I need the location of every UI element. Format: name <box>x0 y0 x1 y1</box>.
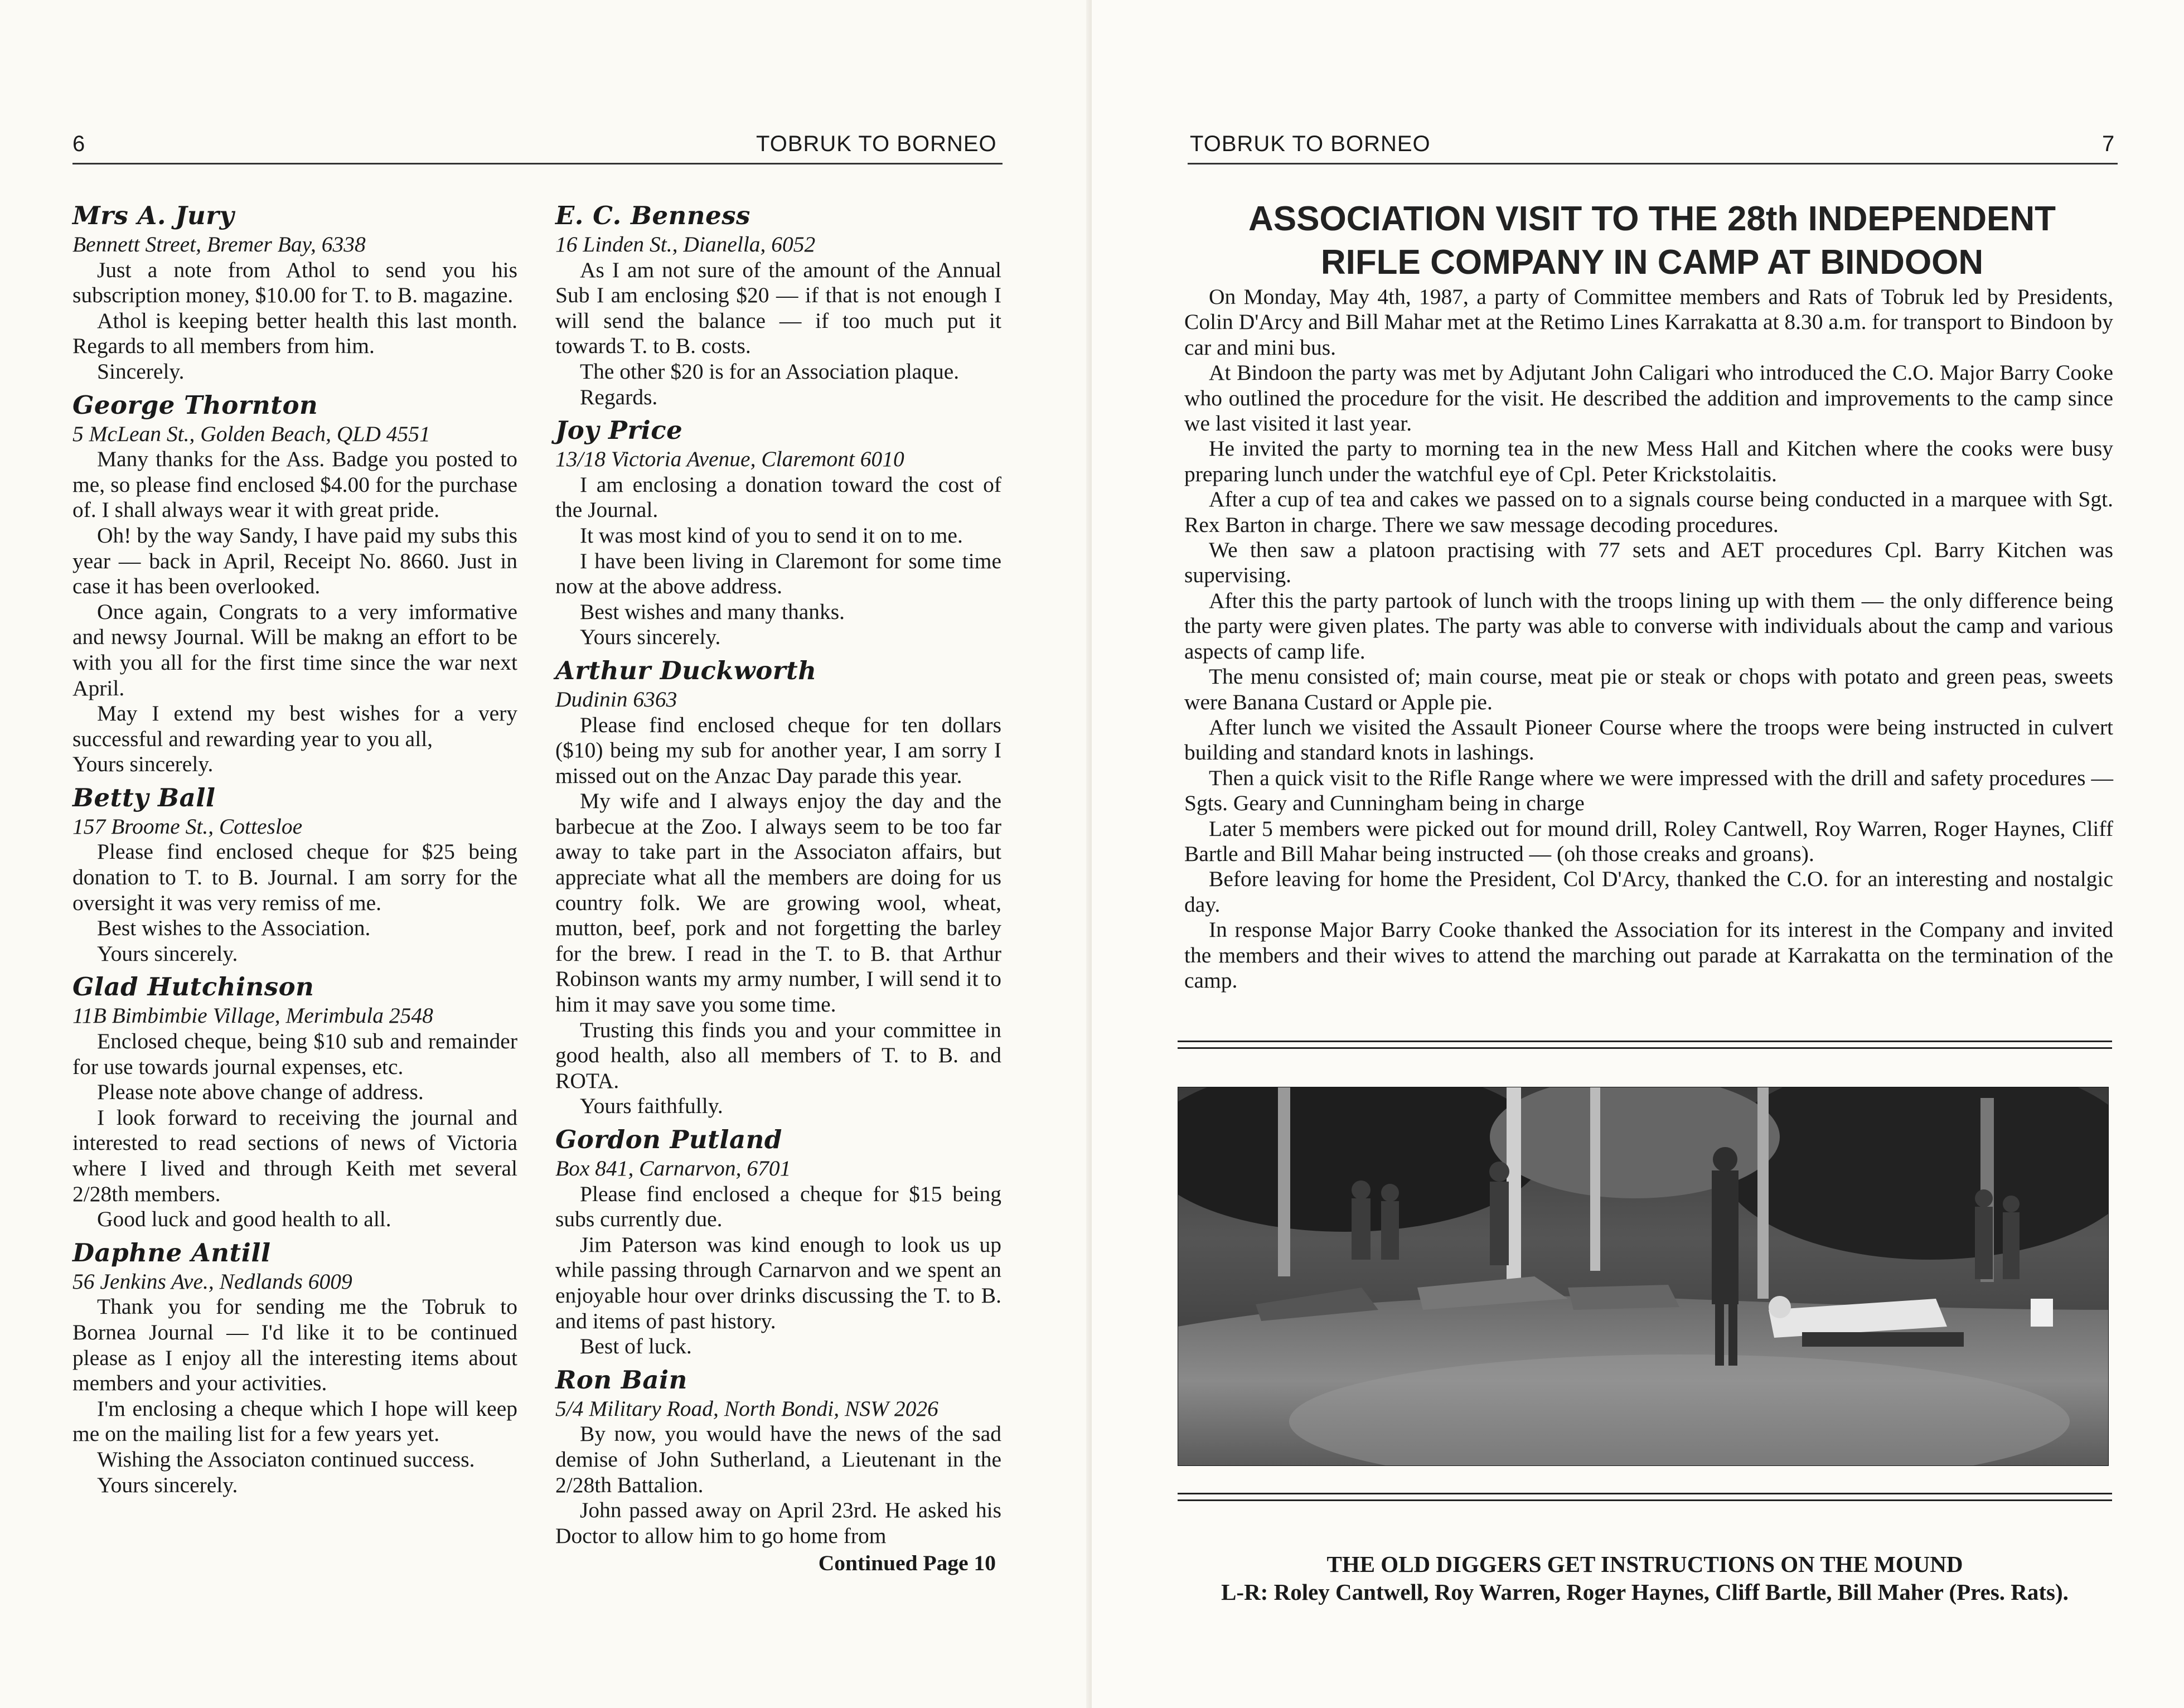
letter-paragraph: Best wishes to the Association. <box>97 916 371 941</box>
letter-paragraph: Thank you for sending me the Tobruk to Bornea Journal — I'd like it to be continued please as I enjoy all the interesting items about members and your activities. <box>72 1294 517 1396</box>
letter-paragraph: I'm enclosing a cheque which I hope will keep me on the mailing list for a few years yet. <box>72 1396 517 1446</box>
letter-paragraph: Trusting this finds you and your committee in good health, also all members of T. to B. and ROTA. <box>555 1017 1001 1093</box>
letter <box>555 1364 1001 1549</box>
letter-paragraph: Please find enclosed a cheque for $15 being subs currently due. <box>555 1181 1001 1232</box>
letter-address: 11B Bimbimbie Village, Merimbula 2548 <box>72 1003 433 1028</box>
article-paragraph: The menu consisted of; main course, meat pie or steak or chops with potato and green peas, sweets were Banana Custard or Apple pie. <box>1184 664 2113 714</box>
article-paragraph: Later 5 members were picked out for mound drill, Roley Cantwell, Roy Warren, Roger Haynes, Cliff Bartle and Bill Mahar being instructed — (oh those creaks and groans). <box>1184 816 2113 866</box>
article-title-line1: ASSOCIATION VISIT TO THE 28th INDEPENDENT <box>1248 200 2056 238</box>
article-title <box>1188 197 2117 284</box>
letter-address: Bennett Street, Bremer Bay, 6338 <box>72 232 366 257</box>
article-paragraph: On Monday, May 4th, 1987, a party of Committee members and Rats of Tobruk led by Presidents, Colin D'Arcy and Bill Mahar met at the Retimo Lines Karrakatta at 8.30 a.m. for transport to Bindoon by car and mini bus. <box>1184 284 2113 360</box>
letter-address: 16 Linden St., Dianella, 6052 <box>555 232 816 257</box>
letter-author-name: Joy Price <box>555 415 683 446</box>
letter <box>72 782 517 967</box>
letter-paragraph: Regards. <box>580 384 658 409</box>
header-rule-left <box>72 163 1003 164</box>
letter-paragraph: I look forward to receiving the journal and interested to read sections of news of Victoria where I lived and through Keith met several 2/28th members. <box>72 1105 517 1206</box>
letter <box>555 414 1001 650</box>
letter-paragraph: Please find enclosed cheque for $25 being donation to T. to B. Journal. I am sorry for the oversight it was very remiss of me. <box>72 839 517 915</box>
letter-paragraph: It was most kind of you to send it on to me. <box>580 522 963 548</box>
letter-author-name: George Thornton <box>72 390 318 420</box>
article-paragraph: In response Major Barry Cooke thanked the Association for its interest in the Company and invited the members and their wives to attend the marching out parade at Karrakatta on the termination of the camp. <box>1184 917 2113 993</box>
letter <box>555 200 1001 410</box>
article-title-line2: RIFLE COMPANY IN CAMP AT BINDOON <box>1320 243 1984 282</box>
letter-paragraph: May I extend my best wishes for a very successful and rewarding year to you all, <box>72 701 517 751</box>
article-paragraph: We then saw a platoon practising with 77 sets and AET procedures Cpl. Barry Kitchen was supervising. <box>1184 538 2113 588</box>
letter-paragraph: I am enclosing a donation toward the cost of the Journal. <box>555 472 1001 522</box>
letter-paragraph: Wishing the Associaton continued success. <box>97 1446 475 1472</box>
letter-paragraph: By now, you would have the news of the sad demise of John Sutherland, a Lieutenant in the 2/28th Battalion. <box>555 1421 1001 1497</box>
letter-author-name: E. C. Benness <box>555 201 750 230</box>
letter-paragraph: Yours sincerely. <box>97 941 238 966</box>
running-header-left: TOBRUK TO BORNEO <box>756 132 997 156</box>
letter-paragraph: Enclosed cheque, being $10 sub and remainder for use towards journal expenses, etc. <box>72 1029 517 1079</box>
letter-paragraph: As I am not sure of the amount of the Annual Sub I am enclosing $20 — if that is not enough I will send the balance — if too much put it towards T. to B. costs. <box>555 257 1001 359</box>
letter-paragraph: The other $20 is for an Association plaque. <box>580 359 960 384</box>
article-paragraph: At Bindoon the party was met by Adjutant John Caligari who introduced the C.O. Major Barry Cooke who outlined the procedure for the visit. He described the addition and improvements to the camp since we last visited it last year. <box>1184 360 2113 436</box>
letter-paragraph: Yours faithfully. <box>580 1093 723 1119</box>
letter-paragraph: Jim Paterson was kind enough to look us up while passing through Carnarvon and we spent an enjoyable hour over drinks discussing the T. to B. and items of past history. <box>555 1232 1001 1333</box>
letter-paragraph: Oh! by the way Sandy, I have paid my subs this year — back in April, Receipt No. 8660. Just in case it has been overlooked. <box>72 522 517 599</box>
letter <box>72 200 517 385</box>
article-paragraph: After a cup of tea and cakes we passed on to a signals course being conducted in a marquee with Sgt. Rex Barton in charge. There we saw message decoding procedures. <box>1184 487 2113 537</box>
article-paragraph: After lunch we visited the Assault Pioneer Course where the troops were being instructed in culvert building and standard knots in lashings. <box>1184 714 2113 765</box>
letter-signoff: Yours sincerely. <box>72 752 214 777</box>
letter-address: 5/4 Military Road, North Bondi, NSW 2026 <box>555 1396 938 1421</box>
letter <box>555 655 1001 1119</box>
article-paragraph: He invited the party to morning tea in the new Mess Hall and Kitchen where the cooks were busy preparing lunch under the watchful eye of Cpl. Peter Krickstolaitis. <box>1184 436 2113 486</box>
letter-address: 13/18 Victoria Avenue, Claremont 6010 <box>555 447 904 472</box>
header-rule-right <box>1188 163 2118 164</box>
letter-address: 56 Jenkins Ave., Nedlands 6009 <box>72 1269 352 1294</box>
letters-column-1 <box>72 195 517 1500</box>
article-paragraph: Before leaving for home the President, Col D'Arcy, thanked the C.O. for an interesting and nostalgic day. <box>1184 867 2113 917</box>
letter-paragraph: Sincerely. <box>97 359 185 384</box>
running-header-right: TOBRUK TO BORNEO <box>1190 132 1431 156</box>
rifle-range-photo <box>1178 1087 2109 1466</box>
letter <box>72 971 517 1232</box>
letter-author-name: Daphne Antill <box>72 1237 271 1267</box>
letter-paragraph: Athol is keeping better health this last month. Regards to all members from him. <box>72 308 517 359</box>
letter-author-name: Mrs A. Jury <box>72 201 235 230</box>
letter-paragraph: My wife and I always enjoy the day and the barbecue at the Zoo. I always seem to be too far away to take part in the Associaton affairs, but appreciate what all the members are doing for us country folk. We are growing wool, wheat, mutton, beef, pork and not forgetting the barley for the brew. I read in the T. to B. that Arthur Robinson wants my army number, I will send it to him it may save you some time. <box>555 788 1001 1017</box>
letter-paragraph: Please note above change of address. <box>97 1080 424 1105</box>
letter-author-name: Arthur Duckworth <box>555 655 817 685</box>
letter-paragraph: Many thanks for the Ass. Badge you posted to me, so please find enclosed $4.00 for the purchase of. I shall always wear it with great pride. <box>72 447 517 522</box>
letter-author-name: Ron Bain <box>555 1365 687 1395</box>
letter-paragraph: Yours sincerely. <box>97 1472 238 1497</box>
article-paragraph: Then a quick visit to the Rifle Range where we were impressed with the drill and safety procedures — Sgts. Geary and Cunningham being in charge <box>1184 765 2113 816</box>
letter-paragraph: John passed away on April 23rd. He asked his Doctor to allow him to go home from <box>555 1498 1001 1548</box>
letter <box>72 1237 517 1498</box>
caption-title: THE OLD DIGGERS GET INSTRUCTIONS ON THE MOUND <box>1326 1551 1963 1577</box>
letter-paragraph: Just a note from Athol to send you his subscription money, $10.00 for T. to B. magazine. <box>72 257 517 308</box>
article-paragraph: After this the party partook of lunch with the troops lining up with them — the only difference being the party were given plates. The party was able to converse with individuals about the camp and various aspects of camp life. <box>1184 588 2113 664</box>
letters-column-2 <box>555 195 1001 1576</box>
photo-top-rule <box>1178 1041 2112 1049</box>
letter-paragraph: Once again, Congrats to a very imformative and newsy Journal. Will be makng an effort to be with you all for the first time since the war next April. <box>72 599 517 700</box>
letter-author-name: Glad Hutchinson <box>72 972 314 1002</box>
letter-paragraph: Best of luck. <box>580 1334 692 1359</box>
photo-bottom-rule <box>1178 1493 2112 1501</box>
letter-paragraph: Good luck and good health to all. <box>97 1207 391 1232</box>
page-number-right: 7 <box>2102 132 2115 156</box>
letter-paragraph: Yours sincerely. <box>580 625 721 650</box>
letter-paragraph: Please find enclosed cheque for ten dollars ($10) being my sub for another year, I am sorry I missed out on the Anzac Day parade this year. <box>555 712 1001 788</box>
letter <box>555 1124 1001 1359</box>
letter-paragraph: I have been living in Claremont for some time now at the above address. <box>555 548 1001 599</box>
page-number-left: 6 <box>72 132 86 156</box>
photo-caption <box>1178 1550 2112 1606</box>
letter-author-name: Betty Ball <box>72 782 216 812</box>
letter-address: Dudinin 6363 <box>555 686 677 712</box>
letter-address: 5 McLean St., Golden Beach, QLD 4551 <box>72 421 430 446</box>
article-body <box>1184 284 2113 993</box>
letter-address: 157 Broome St., Cottesloe <box>72 814 303 839</box>
letter <box>72 389 517 777</box>
caption-names: L-R: Roley Cantwell, Roy Warren, Roger Haynes, Cliff Bartle, Bill Maher (Pres. Rats). <box>1221 1579 2069 1605</box>
continued-note: Continued Page 10 <box>818 1551 996 1576</box>
letter-paragraph: Best wishes and many thanks. <box>580 599 845 624</box>
letter-author-name: Gordon Putland <box>555 1125 782 1154</box>
letter-address: Box 841, Carnarvon, 6701 <box>555 1156 791 1180</box>
